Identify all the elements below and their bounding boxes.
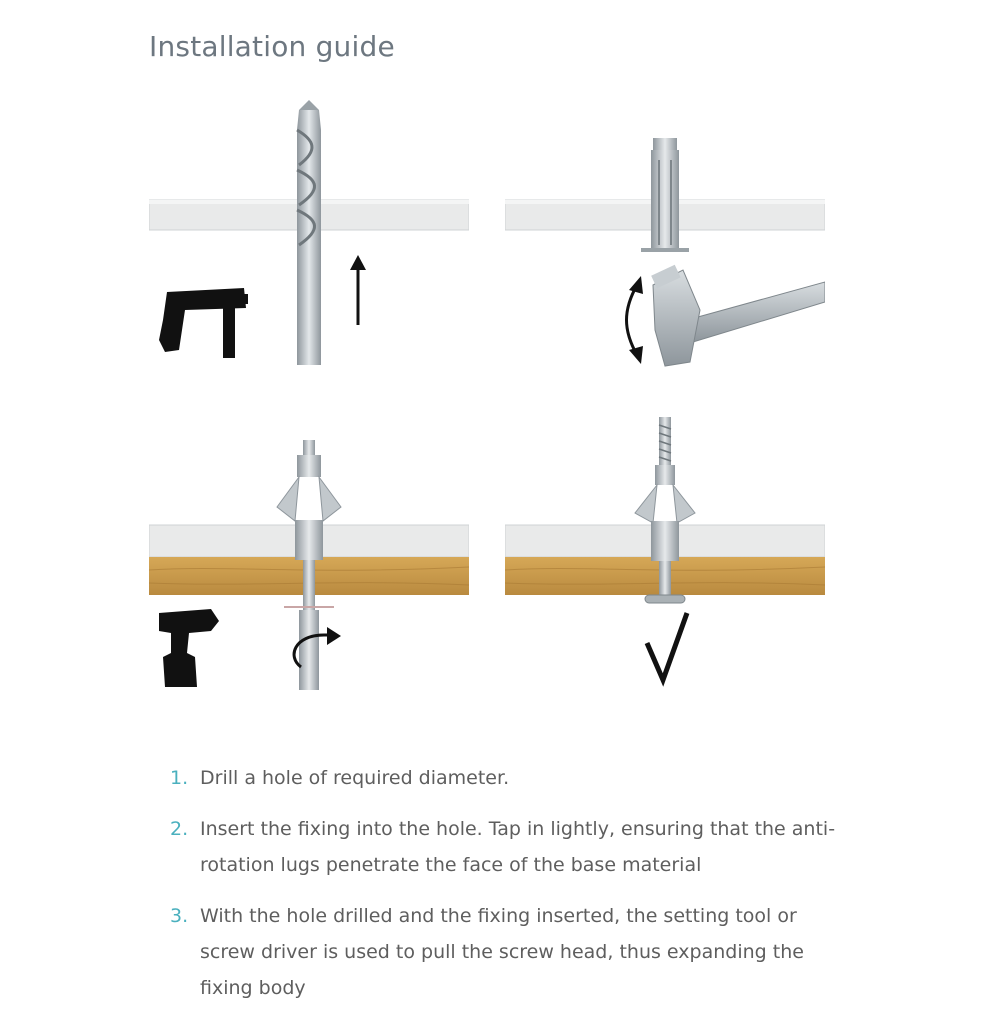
setting-tool: [284, 607, 334, 690]
step-text: Drill a hole of required diameter.: [200, 767, 510, 789]
hammer-icon: [651, 265, 825, 366]
installation-steps: [170, 760, 850, 1021]
step-text: Insert the fixing into the hole. Tap in lightly, ensuring that the anti-rotation lugs penetrate the face of the base material: [200, 818, 836, 876]
step-number: 3.: [170, 905, 189, 927]
list-item: [170, 898, 850, 1006]
list-item: [170, 760, 850, 796]
checkmark-icon: [647, 613, 687, 680]
cordless-screwdriver-icon: [159, 609, 219, 687]
fixing-anchor: [641, 138, 689, 252]
drill-icon: [159, 288, 248, 358]
step-4-illustration: [505, 395, 825, 695]
curved-arrow-icon: [627, 276, 644, 364]
arrow-up-icon: [350, 255, 366, 325]
step-text: With the hole drilled and the fixing inserted, the setting tool or screw driver is used to pull the screw head, thus expanding the fixing body: [200, 905, 804, 999]
step-1-illustration: [149, 70, 469, 370]
step-number: 1.: [170, 767, 189, 789]
drill-bit: [297, 100, 321, 365]
list-item: [170, 811, 850, 883]
step-2-illustration: [505, 70, 825, 370]
step-number: 2.: [170, 818, 189, 840]
page-title: Installation guide: [149, 30, 395, 63]
step-3-illustration: [149, 395, 469, 695]
